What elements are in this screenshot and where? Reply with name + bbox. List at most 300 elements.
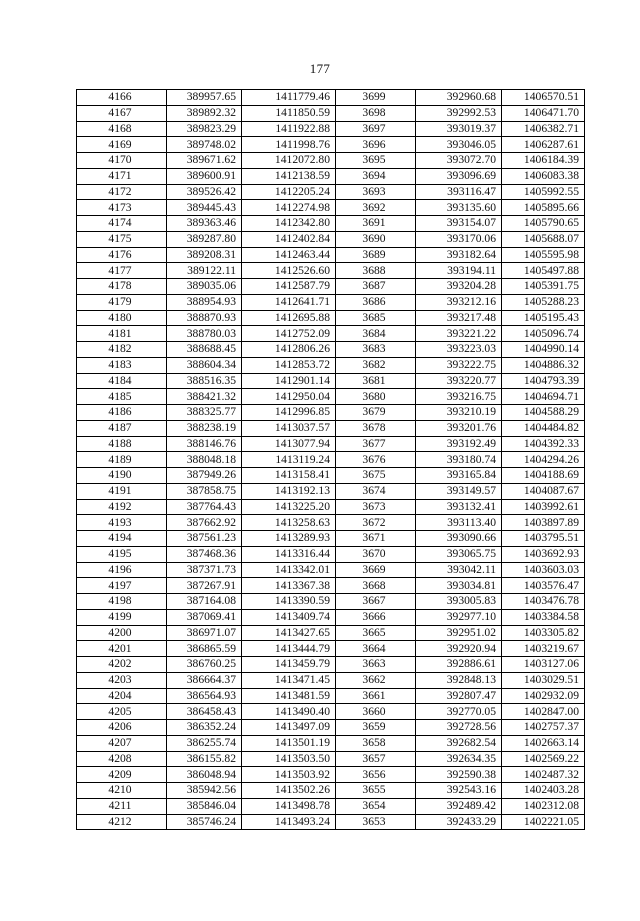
y-coordinate-left: 1413192.13 bbox=[242, 483, 336, 499]
point-number-right: 3692 bbox=[336, 200, 416, 216]
table-row bbox=[77, 342, 585, 358]
point-number-left: 4179 bbox=[77, 294, 167, 310]
y-coordinate-right: 1404294.26 bbox=[502, 452, 585, 468]
y-coordinate-left: 1413493.24 bbox=[242, 814, 336, 830]
y-coordinate-right: 1404793.39 bbox=[502, 373, 585, 389]
x-coordinate-right: 393090.66 bbox=[416, 531, 502, 547]
x-coordinate-left: 386255.74 bbox=[167, 735, 242, 751]
y-coordinate-left: 1412342.80 bbox=[242, 216, 336, 232]
x-coordinate-right: 393210.19 bbox=[416, 405, 502, 421]
point-number-right: 3690 bbox=[336, 231, 416, 247]
point-number-right: 3662 bbox=[336, 672, 416, 688]
y-coordinate-right: 1406570.51 bbox=[502, 90, 585, 106]
y-coordinate-left: 1413502.26 bbox=[242, 783, 336, 799]
x-coordinate-left: 388688.45 bbox=[167, 342, 242, 358]
table-row bbox=[77, 200, 585, 216]
table-row bbox=[77, 153, 585, 169]
x-coordinate-right: 393216.75 bbox=[416, 389, 502, 405]
x-coordinate-right: 392977.10 bbox=[416, 609, 502, 625]
y-coordinate-right: 1405595.98 bbox=[502, 247, 585, 263]
table-row bbox=[77, 688, 585, 704]
x-coordinate-left: 389823.29 bbox=[167, 121, 242, 137]
x-coordinate-right: 393149.57 bbox=[416, 483, 502, 499]
x-coordinate-right: 393220.77 bbox=[416, 373, 502, 389]
table-row bbox=[77, 814, 585, 830]
point-number-right: 3685 bbox=[336, 310, 416, 326]
point-number-right: 3687 bbox=[336, 279, 416, 295]
point-number-left: 4175 bbox=[77, 231, 167, 247]
table-row bbox=[77, 735, 585, 751]
table-row bbox=[77, 452, 585, 468]
point-number-right: 3697 bbox=[336, 121, 416, 137]
y-coordinate-left: 1412072.80 bbox=[242, 153, 336, 169]
point-number-right: 3673 bbox=[336, 499, 416, 515]
y-coordinate-left: 1412996.85 bbox=[242, 405, 336, 421]
table-row bbox=[77, 247, 585, 263]
point-number-left: 4184 bbox=[77, 373, 167, 389]
y-coordinate-right: 1403603.03 bbox=[502, 562, 585, 578]
x-coordinate-left: 386865.59 bbox=[167, 641, 242, 657]
x-coordinate-right: 392770.05 bbox=[416, 704, 502, 720]
y-coordinate-left: 1413289.93 bbox=[242, 531, 336, 547]
table-row bbox=[77, 515, 585, 531]
x-coordinate-left: 387164.08 bbox=[167, 594, 242, 610]
point-number-left: 4193 bbox=[77, 515, 167, 531]
x-coordinate-left: 388238.19 bbox=[167, 420, 242, 436]
point-number-left: 4169 bbox=[77, 137, 167, 153]
table-row bbox=[77, 357, 585, 373]
y-coordinate-right: 1403384.58 bbox=[502, 609, 585, 625]
x-coordinate-left: 386971.07 bbox=[167, 625, 242, 641]
x-coordinate-right: 393019.37 bbox=[416, 121, 502, 137]
point-number-left: 4202 bbox=[77, 657, 167, 673]
y-coordinate-right: 1405992.55 bbox=[502, 184, 585, 200]
point-number-right: 3669 bbox=[336, 562, 416, 578]
x-coordinate-right: 393221.22 bbox=[416, 326, 502, 342]
point-number-left: 4196 bbox=[77, 562, 167, 578]
x-coordinate-left: 387468.36 bbox=[167, 546, 242, 562]
y-coordinate-left: 1413390.59 bbox=[242, 594, 336, 610]
y-coordinate-right: 1405288.23 bbox=[502, 294, 585, 310]
point-number-left: 4174 bbox=[77, 216, 167, 232]
table-row bbox=[77, 105, 585, 121]
y-coordinate-left: 1411850.59 bbox=[242, 105, 336, 121]
point-number-left: 4186 bbox=[77, 405, 167, 421]
y-coordinate-right: 1403476.78 bbox=[502, 594, 585, 610]
y-coordinate-left: 1413119.24 bbox=[242, 452, 336, 468]
point-number-left: 4190 bbox=[77, 468, 167, 484]
point-number-right: 3668 bbox=[336, 578, 416, 594]
table-row bbox=[77, 531, 585, 547]
table-row bbox=[77, 767, 585, 783]
x-coordinate-left: 386664.37 bbox=[167, 672, 242, 688]
page-number: 177 bbox=[309, 61, 331, 76]
x-coordinate-right: 393170.06 bbox=[416, 231, 502, 247]
y-coordinate-right: 1402221.05 bbox=[502, 814, 585, 830]
y-coordinate-left: 1413471.45 bbox=[242, 672, 336, 688]
table-row bbox=[77, 279, 585, 295]
point-number-right: 3664 bbox=[336, 641, 416, 657]
point-number-left: 4185 bbox=[77, 389, 167, 405]
table-row bbox=[77, 704, 585, 720]
point-number-right: 3655 bbox=[336, 783, 416, 799]
y-coordinate-left: 1413427.65 bbox=[242, 625, 336, 641]
y-coordinate-right: 1403576.47 bbox=[502, 578, 585, 594]
point-number-right: 3699 bbox=[336, 90, 416, 106]
point-number-right: 3680 bbox=[336, 389, 416, 405]
x-coordinate-left: 386155.82 bbox=[167, 751, 242, 767]
y-coordinate-left: 1411779.46 bbox=[242, 90, 336, 106]
table-row bbox=[77, 137, 585, 153]
point-number-right: 3656 bbox=[336, 767, 416, 783]
y-coordinate-left: 1412138.59 bbox=[242, 168, 336, 184]
point-number-left: 4207 bbox=[77, 735, 167, 751]
point-number-right: 3661 bbox=[336, 688, 416, 704]
point-number-left: 4195 bbox=[77, 546, 167, 562]
x-coordinate-left: 389363.46 bbox=[167, 216, 242, 232]
x-coordinate-left: 389526.42 bbox=[167, 184, 242, 200]
x-coordinate-left: 386458.43 bbox=[167, 704, 242, 720]
y-coordinate-left: 1413367.38 bbox=[242, 578, 336, 594]
y-coordinate-left: 1412752.09 bbox=[242, 326, 336, 342]
x-coordinate-right: 392634.35 bbox=[416, 751, 502, 767]
x-coordinate-left: 388870.93 bbox=[167, 310, 242, 326]
point-number-left: 4209 bbox=[77, 767, 167, 783]
table-row bbox=[77, 389, 585, 405]
x-coordinate-right: 392489.42 bbox=[416, 798, 502, 814]
x-coordinate-left: 389287.80 bbox=[167, 231, 242, 247]
y-coordinate-left: 1413498.78 bbox=[242, 798, 336, 814]
x-coordinate-right: 393222.75 bbox=[416, 357, 502, 373]
point-number-right: 3663 bbox=[336, 657, 416, 673]
y-coordinate-left: 1412901.14 bbox=[242, 373, 336, 389]
y-coordinate-left: 1411922.88 bbox=[242, 121, 336, 137]
y-coordinate-right: 1405688.07 bbox=[502, 231, 585, 247]
point-number-left: 4194 bbox=[77, 531, 167, 547]
table-row bbox=[77, 562, 585, 578]
x-coordinate-left: 387267.91 bbox=[167, 578, 242, 594]
point-number-left: 4166 bbox=[77, 90, 167, 106]
point-number-right: 3672 bbox=[336, 515, 416, 531]
x-coordinate-left: 387858.75 bbox=[167, 483, 242, 499]
y-coordinate-left: 1413342.01 bbox=[242, 562, 336, 578]
point-number-left: 4208 bbox=[77, 751, 167, 767]
x-coordinate-left: 389671.62 bbox=[167, 153, 242, 169]
point-number-left: 4197 bbox=[77, 578, 167, 594]
x-coordinate-right: 393194.11 bbox=[416, 263, 502, 279]
point-number-left: 4180 bbox=[77, 310, 167, 326]
y-coordinate-right: 1404588.29 bbox=[502, 405, 585, 421]
y-coordinate-right: 1402663.14 bbox=[502, 735, 585, 751]
y-coordinate-right: 1402757.37 bbox=[502, 720, 585, 736]
y-coordinate-left: 1413258.63 bbox=[242, 515, 336, 531]
coordinates-table-body bbox=[77, 90, 585, 830]
x-coordinate-right: 392543.16 bbox=[416, 783, 502, 799]
table-row bbox=[77, 609, 585, 625]
y-coordinate-right: 1403219.67 bbox=[502, 641, 585, 657]
point-number-right: 3659 bbox=[336, 720, 416, 736]
y-coordinate-right: 1403992.61 bbox=[502, 499, 585, 515]
y-coordinate-left: 1412463.44 bbox=[242, 247, 336, 263]
y-coordinate-right: 1406382.71 bbox=[502, 121, 585, 137]
y-coordinate-right: 1404694.71 bbox=[502, 389, 585, 405]
point-number-left: 4168 bbox=[77, 121, 167, 137]
x-coordinate-left: 385942.56 bbox=[167, 783, 242, 799]
y-coordinate-left: 1412950.04 bbox=[242, 389, 336, 405]
y-coordinate-left: 1413503.50 bbox=[242, 751, 336, 767]
table-row bbox=[77, 798, 585, 814]
point-number-right: 3667 bbox=[336, 594, 416, 610]
table-row bbox=[77, 625, 585, 641]
table-row bbox=[77, 578, 585, 594]
x-coordinate-right: 393180.74 bbox=[416, 452, 502, 468]
y-coordinate-right: 1406184.39 bbox=[502, 153, 585, 169]
x-coordinate-left: 385846.04 bbox=[167, 798, 242, 814]
y-coordinate-left: 1412695.88 bbox=[242, 310, 336, 326]
point-number-left: 4178 bbox=[77, 279, 167, 295]
point-number-right: 3691 bbox=[336, 216, 416, 232]
x-coordinate-left: 389208.31 bbox=[167, 247, 242, 263]
x-coordinate-right: 393072.70 bbox=[416, 153, 502, 169]
y-coordinate-left: 1413481.59 bbox=[242, 688, 336, 704]
table-row bbox=[77, 657, 585, 673]
y-coordinate-left: 1412641.71 bbox=[242, 294, 336, 310]
y-coordinate-right: 1404087.67 bbox=[502, 483, 585, 499]
table-row bbox=[77, 90, 585, 106]
x-coordinate-right: 392886.61 bbox=[416, 657, 502, 673]
y-coordinate-left: 1412274.98 bbox=[242, 200, 336, 216]
point-number-left: 4192 bbox=[77, 499, 167, 515]
y-coordinate-right: 1404392.33 bbox=[502, 436, 585, 452]
point-number-left: 4212 bbox=[77, 814, 167, 830]
point-number-right: 3660 bbox=[336, 704, 416, 720]
point-number-left: 4171 bbox=[77, 168, 167, 184]
point-number-right: 3686 bbox=[336, 294, 416, 310]
point-number-left: 4177 bbox=[77, 263, 167, 279]
x-coordinate-right: 393042.11 bbox=[416, 562, 502, 578]
x-coordinate-left: 389957.65 bbox=[167, 90, 242, 106]
x-coordinate-left: 388421.32 bbox=[167, 389, 242, 405]
x-coordinate-left: 388146.76 bbox=[167, 436, 242, 452]
x-coordinate-right: 393223.03 bbox=[416, 342, 502, 358]
x-coordinate-left: 385746.24 bbox=[167, 814, 242, 830]
table-row bbox=[77, 483, 585, 499]
x-coordinate-left: 387371.73 bbox=[167, 562, 242, 578]
y-coordinate-right: 1405790.65 bbox=[502, 216, 585, 232]
table-row bbox=[77, 231, 585, 247]
x-coordinate-right: 393192.49 bbox=[416, 436, 502, 452]
x-coordinate-right: 393217.48 bbox=[416, 310, 502, 326]
y-coordinate-right: 1402312.08 bbox=[502, 798, 585, 814]
point-number-left: 4210 bbox=[77, 783, 167, 799]
y-coordinate-right: 1404484.82 bbox=[502, 420, 585, 436]
point-number-left: 4189 bbox=[77, 452, 167, 468]
y-coordinate-left: 1413037.57 bbox=[242, 420, 336, 436]
x-coordinate-right: 392848.13 bbox=[416, 672, 502, 688]
x-coordinate-left: 389122.11 bbox=[167, 263, 242, 279]
point-number-left: 4167 bbox=[77, 105, 167, 121]
point-number-left: 4198 bbox=[77, 594, 167, 610]
x-coordinate-right: 393113.40 bbox=[416, 515, 502, 531]
x-coordinate-right: 392992.53 bbox=[416, 105, 502, 121]
point-number-left: 4170 bbox=[77, 153, 167, 169]
y-coordinate-right: 1402569.22 bbox=[502, 751, 585, 767]
table-row bbox=[77, 405, 585, 421]
point-number-left: 4201 bbox=[77, 641, 167, 657]
y-coordinate-left: 1413409.74 bbox=[242, 609, 336, 625]
point-number-left: 4206 bbox=[77, 720, 167, 736]
x-coordinate-right: 393096.69 bbox=[416, 168, 502, 184]
x-coordinate-left: 389445.43 bbox=[167, 200, 242, 216]
y-coordinate-right: 1403305.82 bbox=[502, 625, 585, 641]
x-coordinate-right: 392807.47 bbox=[416, 688, 502, 704]
y-coordinate-right: 1402932.09 bbox=[502, 688, 585, 704]
y-coordinate-left: 1413497.09 bbox=[242, 720, 336, 736]
y-coordinate-left: 1413501.19 bbox=[242, 735, 336, 751]
x-coordinate-left: 386760.25 bbox=[167, 657, 242, 673]
point-number-right: 3696 bbox=[336, 137, 416, 153]
table-row bbox=[77, 499, 585, 515]
x-coordinate-right: 392728.56 bbox=[416, 720, 502, 736]
x-coordinate-right: 393135.60 bbox=[416, 200, 502, 216]
point-number-right: 3689 bbox=[336, 247, 416, 263]
table-row bbox=[77, 121, 585, 137]
point-number-right: 3678 bbox=[336, 420, 416, 436]
point-number-left: 4200 bbox=[77, 625, 167, 641]
x-coordinate-left: 388954.93 bbox=[167, 294, 242, 310]
table-row bbox=[77, 783, 585, 799]
point-number-left: 4183 bbox=[77, 357, 167, 373]
x-coordinate-right: 393034.81 bbox=[416, 578, 502, 594]
coordinates-table bbox=[76, 89, 585, 830]
y-coordinate-right: 1404188.69 bbox=[502, 468, 585, 484]
point-number-right: 3675 bbox=[336, 468, 416, 484]
x-coordinate-left: 388516.35 bbox=[167, 373, 242, 389]
point-number-right: 3694 bbox=[336, 168, 416, 184]
point-number-left: 4199 bbox=[77, 609, 167, 625]
point-number-right: 3654 bbox=[336, 798, 416, 814]
table-row bbox=[77, 720, 585, 736]
y-coordinate-right: 1405895.66 bbox=[502, 200, 585, 216]
x-coordinate-right: 392951.02 bbox=[416, 625, 502, 641]
x-coordinate-right: 393046.05 bbox=[416, 137, 502, 153]
point-number-right: 3682 bbox=[336, 357, 416, 373]
point-number-left: 4181 bbox=[77, 326, 167, 342]
y-coordinate-right: 1404886.32 bbox=[502, 357, 585, 373]
point-number-right: 3683 bbox=[336, 342, 416, 358]
point-number-left: 4187 bbox=[77, 420, 167, 436]
x-coordinate-right: 393116.47 bbox=[416, 184, 502, 200]
table-row bbox=[77, 263, 585, 279]
y-coordinate-right: 1405497.88 bbox=[502, 263, 585, 279]
x-coordinate-right: 393165.84 bbox=[416, 468, 502, 484]
x-coordinate-right: 393065.75 bbox=[416, 546, 502, 562]
point-number-right: 3653 bbox=[336, 814, 416, 830]
point-number-right: 3681 bbox=[336, 373, 416, 389]
point-number-right: 3666 bbox=[336, 609, 416, 625]
table-row bbox=[77, 436, 585, 452]
y-coordinate-left: 1412205.24 bbox=[242, 184, 336, 200]
table-row bbox=[77, 641, 585, 657]
y-coordinate-right: 1402403.28 bbox=[502, 783, 585, 799]
x-coordinate-left: 386564.93 bbox=[167, 688, 242, 704]
x-coordinate-left: 389035.06 bbox=[167, 279, 242, 295]
x-coordinate-left: 388048.18 bbox=[167, 452, 242, 468]
point-number-left: 4188 bbox=[77, 436, 167, 452]
table-row bbox=[77, 294, 585, 310]
table-row bbox=[77, 751, 585, 767]
y-coordinate-right: 1403795.51 bbox=[502, 531, 585, 547]
y-coordinate-left: 1413225.20 bbox=[242, 499, 336, 515]
y-coordinate-left: 1413158.41 bbox=[242, 468, 336, 484]
x-coordinate-right: 393182.64 bbox=[416, 247, 502, 263]
y-coordinate-left: 1413490.40 bbox=[242, 704, 336, 720]
y-coordinate-left: 1413459.79 bbox=[242, 657, 336, 673]
y-coordinate-right: 1403692.93 bbox=[502, 546, 585, 562]
table-row bbox=[77, 468, 585, 484]
y-coordinate-left: 1412526.60 bbox=[242, 263, 336, 279]
x-coordinate-left: 387662.92 bbox=[167, 515, 242, 531]
table-row bbox=[77, 310, 585, 326]
table-row bbox=[77, 326, 585, 342]
point-number-left: 4173 bbox=[77, 200, 167, 216]
y-coordinate-left: 1412853.72 bbox=[242, 357, 336, 373]
x-coordinate-left: 387764.43 bbox=[167, 499, 242, 515]
y-coordinate-left: 1413444.79 bbox=[242, 641, 336, 657]
point-number-right: 3698 bbox=[336, 105, 416, 121]
x-coordinate-left: 386352.24 bbox=[167, 720, 242, 736]
point-number-right: 3688 bbox=[336, 263, 416, 279]
x-coordinate-right: 392433.29 bbox=[416, 814, 502, 830]
x-coordinate-right: 392960.68 bbox=[416, 90, 502, 106]
point-number-left: 4176 bbox=[77, 247, 167, 263]
point-number-right: 3657 bbox=[336, 751, 416, 767]
point-number-left: 4191 bbox=[77, 483, 167, 499]
point-number-right: 3658 bbox=[336, 735, 416, 751]
point-number-right: 3677 bbox=[336, 436, 416, 452]
x-coordinate-right: 393005.83 bbox=[416, 594, 502, 610]
y-coordinate-left: 1411998.76 bbox=[242, 137, 336, 153]
table-row bbox=[77, 672, 585, 688]
point-number-left: 4203 bbox=[77, 672, 167, 688]
y-coordinate-right: 1403127.06 bbox=[502, 657, 585, 673]
x-coordinate-left: 389892.32 bbox=[167, 105, 242, 121]
point-number-right: 3693 bbox=[336, 184, 416, 200]
y-coordinate-right: 1405195.43 bbox=[502, 310, 585, 326]
y-coordinate-right: 1404990.14 bbox=[502, 342, 585, 358]
table-row bbox=[77, 420, 585, 436]
x-coordinate-left: 389600.91 bbox=[167, 168, 242, 184]
y-coordinate-left: 1412587.79 bbox=[242, 279, 336, 295]
y-coordinate-right: 1402847.00 bbox=[502, 704, 585, 720]
point-number-right: 3674 bbox=[336, 483, 416, 499]
x-coordinate-left: 388325.77 bbox=[167, 405, 242, 421]
point-number-right: 3676 bbox=[336, 452, 416, 468]
x-coordinate-right: 393132.41 bbox=[416, 499, 502, 515]
point-number-left: 4172 bbox=[77, 184, 167, 200]
y-coordinate-right: 1405096.74 bbox=[502, 326, 585, 342]
point-number-right: 3695 bbox=[336, 153, 416, 169]
x-coordinate-right: 393204.28 bbox=[416, 279, 502, 295]
y-coordinate-right: 1403897.89 bbox=[502, 515, 585, 531]
y-coordinate-left: 1412402.84 bbox=[242, 231, 336, 247]
x-coordinate-left: 387069.41 bbox=[167, 609, 242, 625]
point-number-left: 4211 bbox=[77, 798, 167, 814]
y-coordinate-right: 1402487.32 bbox=[502, 767, 585, 783]
point-number-right: 3670 bbox=[336, 546, 416, 562]
x-coordinate-left: 387949.26 bbox=[167, 468, 242, 484]
x-coordinate-right: 392682.54 bbox=[416, 735, 502, 751]
